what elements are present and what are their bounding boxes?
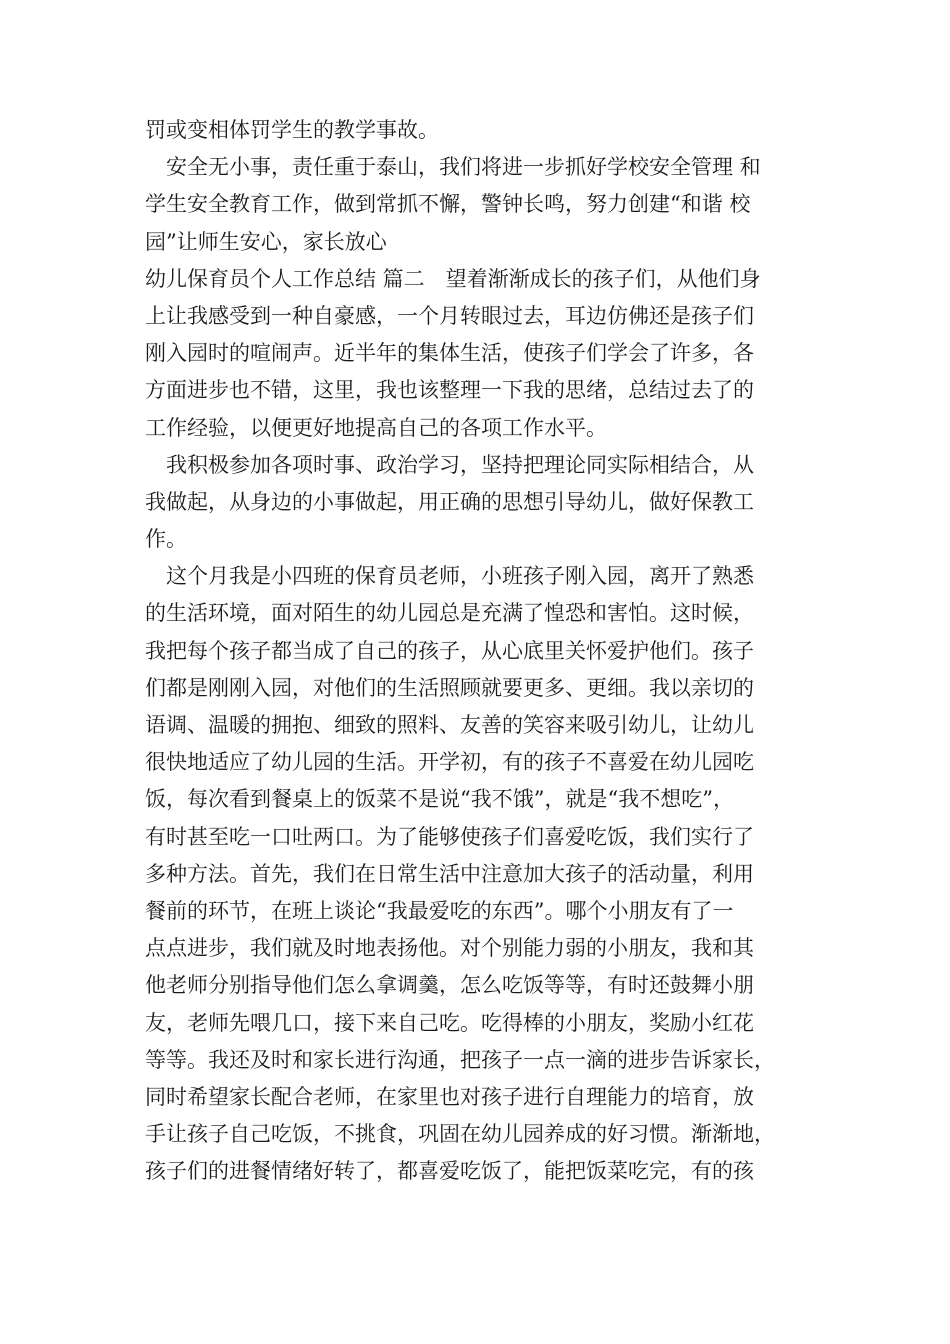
text-line: 很快地适应了幼儿园的生活。开学初，有的孩子不喜爱在幼儿园吃	[145, 750, 754, 775]
text-line: 有时甚至吃一口吐两口。为了能够使孩子们喜爱吃饭，我们实行了	[145, 824, 754, 849]
text-line: 友，老师先喂几口，接下来自己吃。吃得棒的小朋友，奖励小红花	[145, 1010, 754, 1035]
text-line: 饭，每次看到餐桌上的饭菜不是说“我不饿”，就是“我不想吃”，	[145, 787, 734, 812]
section-heading-line: 幼儿保育员个人工作总结 篇二 望着渐渐成长的孩子们，从他们身	[145, 266, 761, 291]
text-line: 我做起，从身边的小事做起，用正确的思想引导幼儿，做好保教工	[145, 489, 754, 514]
text-line: 等等。我还及时和家长进行沟通，把孩子一点一滴的进步告诉家长，	[145, 1047, 775, 1072]
text-line: 我把每个孩子都当成了自己的孩子，从心底里关怀爱护他们。孩子	[145, 638, 754, 663]
document-body	[145, 112, 810, 1190]
text-line: 们都是刚刚入园，对他们的生活照顾就要更多、更细。我以亲切的	[145, 675, 754, 700]
text-line: 园”让师生安心，家长放心	[145, 229, 387, 254]
text-line: 同时希望家长配合老师，在家里也对孩子进行自理能力的培育，放	[145, 1084, 754, 1109]
text-line: 的生活环境，面对陌生的幼儿园总是充满了惶恐和害怕。这时候，	[145, 601, 754, 626]
text-line: 多种方法。首先，我们在日常生活中注意加大孩子的活动量，利用	[145, 861, 754, 886]
text-line: 罚或变相体罚学生的教学事故。	[145, 118, 439, 142]
text-line: 安全无小事，责任重于泰山，我们将进一步抓好学校安全管理 和	[145, 155, 761, 180]
text-line: 工作经验，以便更好地提高自己的各项工作水平。	[145, 415, 607, 440]
text-line: 手让孩子自己吃饭，不挑食，巩固在幼儿园养成的好习惯。渐渐地，	[145, 1122, 775, 1147]
text-line: 这个月我是小四班的保育员老师，小班孩子刚入园，离开了熟悉	[145, 564, 754, 589]
text-line: 刚入园时的喧闹声。近半年的集体生活，使孩子们学会了许多，各	[145, 341, 754, 366]
text-line: 作。	[145, 527, 187, 552]
text-line: 孩子们的进餐情绪好转了，都喜爱吃饭了，能把饭菜吃完，有的孩	[145, 1159, 754, 1184]
text-line: 学生安全教育工作，做到常抓不懈，警钟长鸣，努力创建“和谐 校	[145, 192, 751, 217]
text-line: 语调、温暖的拥抱、细致的照料、友善的笑容来吸引幼儿，让幼儿	[145, 713, 754, 737]
text-line: 他老师分别指导他们怎么拿调羹，怎么吃饭等等，有时还鼓舞小朋	[145, 973, 754, 998]
text-line: 我积极参加各项时事、政治学习，坚持把理论同实际相结合，从	[145, 452, 754, 477]
text-line: 点点进步，我们就及时地表扬他。对个别能力弱的小朋友，我和其	[145, 936, 754, 961]
text-line: 上让我感受到一种自豪感，一个月转眼过去，耳边仿佛还是孩子们	[145, 303, 754, 328]
text-line: 方面进步也不错，这里，我也该整理一下我的思绪，总结过去了的	[145, 378, 754, 403]
text-line: 餐前的环节，在班上谈论“我最爱吃的东西”。哪个小朋友有了一	[145, 898, 734, 923]
